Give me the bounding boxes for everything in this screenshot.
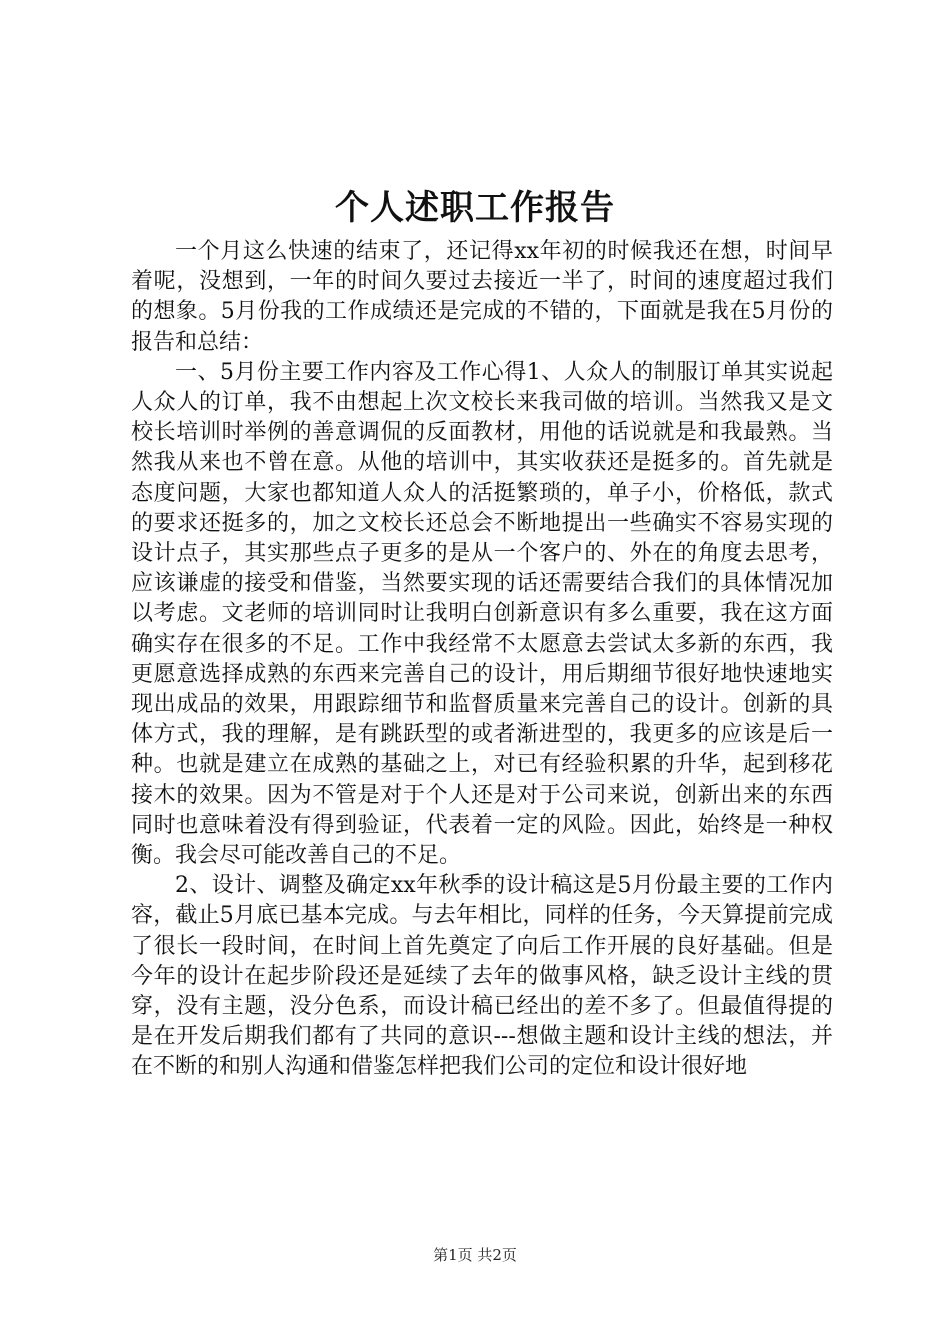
paragraph-section-one: 一、5月份主要工作内容及工作心得1、人众人的制服订单其实说起人众人的订单，我不由想起上次文校长来我司做的培训。当然我又是文校长培训时举例的善意调侃的反面教材，用他的话说就是和我最熟。当然我从来也不曾在意。从他的培训中，其实收获还是挺多的。首先就是态度问题，大家也都知道人众人的活挺繁琐的，单子小，价格低，款式的要求还挺多的，加之文校长还总会不断地提出一些确实不容易实现的设计点子，其实那些点子更多的是从一个客户的、外在的角度去思考，应该谦虚的接受和借鉴，当然要实现的话还需要结合我们的具体情况加以考虑。文老师的培训同时让我明白创新意识有多么重要，我在这方面确实存在很多的不足。工作中我经常不太愿意去尝试太多新的东西，我更愿意选择成熟的东西来完善自己的设计，用后期细节很好地快速地实现出成品的效果，用跟踪细节和监督质量来完善自己的设计。创新的具体方式，我的理解，是有跳跃型的或者渐进型的，我更多的应该是后一种。也就是建立在成熟的基础之上，对已有经验积累的升华，起到移花接木的效果。因为不管是对于个人还是对于公司来说，创新出来的东西同时也意味着没有得到验证，代表着一定的风险。因此，始终是一种权衡。我会尽可能改善自己的不足。 (131, 359, 833, 869)
paragraph-section-two: 2、设计、调整及确定xx年秋季的设计稿这是5月份最主要的工作内容，截止5月底已基本完成。与去年相比，同样的任务，今天算提前完成了很长一段时间，在时间上首先奠定了向后工作开展的良好基础。但是今年的设计在起步阶段还是延续了去年的做事风格，缺乏设计主线的贯穿，没有主题，没分色系，而设计稿已经出的差不多了。但最值得提的是在开发后期我们都有了共同的意识---想做主题和设计主线的想法，并在不断的和别人沟通和借鉴怎样把我们公司的定位和设计很好地 (131, 873, 833, 1080)
document-body (131, 237, 833, 1083)
document-title: 个人述职工作报告 (335, 188, 615, 228)
page-footer: 第1页 共2页 (433, 1246, 517, 1264)
paragraph-intro: 一个月这么快速的结束了，还记得xx年初的时候我还在想，时间早着呢，没想到，一年的时间久要过去接近一半了，时间的速度超过我们的想象。5月份我的工作成绩还是完成的不错的，下面就是我在5月份的报告和总结： (131, 239, 833, 355)
